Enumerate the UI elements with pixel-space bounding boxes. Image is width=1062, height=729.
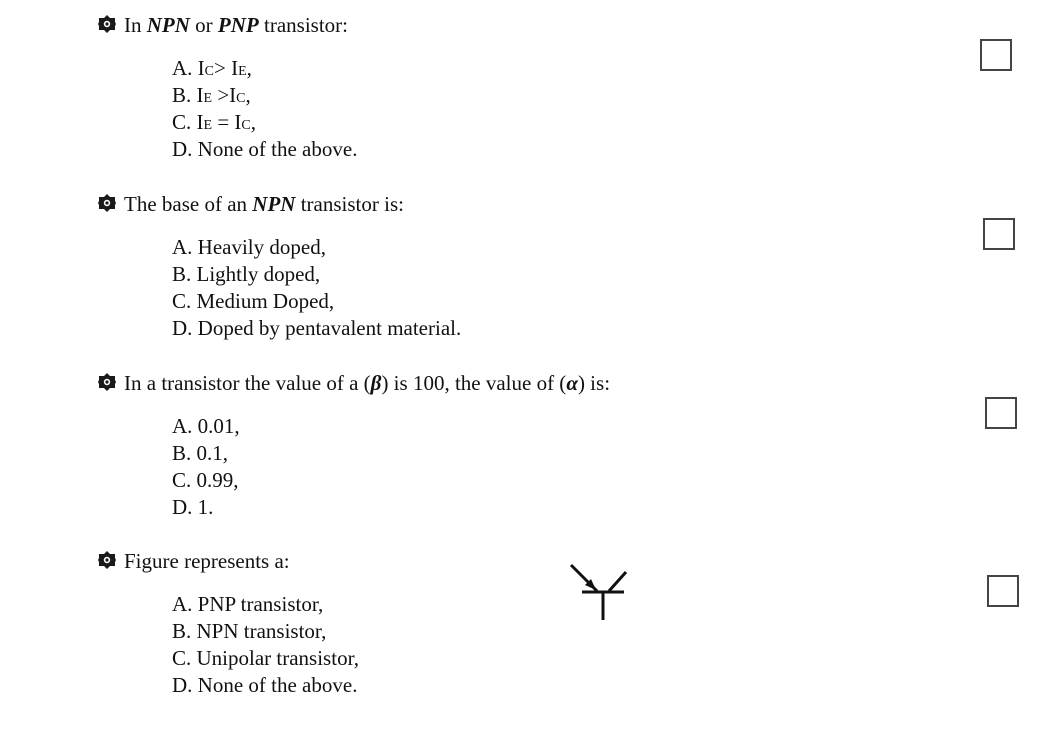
question-2 [98,192,1038,340]
answer-checkbox-3[interactable] [985,397,1017,429]
option-d: D. Doped by pentavalent material. [172,316,462,340]
question-1 [98,13,1038,161]
question-4-text [124,549,290,573]
transistor-symbol-icon [566,560,630,624]
option-c: C. 0.99, [172,468,239,492]
option-subscript: C [241,118,251,133]
option-c: C. Unipolar transistor, [172,646,359,670]
option-text: , [245,83,251,107]
option-text: A. I [172,56,205,80]
answer-checkbox-4[interactable] [987,575,1019,607]
option-text: > I [214,56,239,80]
option-a: A. PNP transistor, [172,592,324,616]
option-subscript: E [203,91,213,106]
option-d: D. None of the above. [172,137,358,161]
stem-text-part: The base of an [124,192,253,216]
stem-text-part: In a transistor the value of a ( [124,371,371,395]
stem-text-part: transistor: [258,13,348,37]
stem-text-part: transistor is: [295,192,404,216]
stem-emphasis: α [566,371,578,395]
option-text: C. I [172,110,204,134]
option-text: , [250,110,256,134]
question-1-text [124,13,348,37]
question-2-stem [98,192,1038,216]
flower-bullet-icon [98,551,116,569]
stem-emphasis: NPN [252,192,296,216]
option-subscript: E [238,64,247,79]
option-text: B. I [172,83,204,107]
stem-emphasis: NPN [146,13,190,37]
question-2-options [172,234,461,342]
option-subscript: C [204,64,215,79]
option-d: D. None of the above. [172,673,358,697]
flower-bullet-icon [98,373,116,391]
stem-emphasis: β [370,371,382,395]
transistor-collector-lead [609,572,626,591]
question-4-options [172,591,359,699]
stem-emphasis: PNP [217,13,259,37]
stem-text-part: Figure represents a: [124,549,290,573]
option-subscript: C [236,91,246,106]
question-1-stem [98,13,1038,37]
question-3-options [172,413,240,521]
stem-text-part: ) is 100, the value of ( [381,371,567,395]
option-c: C. Medium Doped, [172,289,335,313]
option-b: B. NPN transistor, [172,619,327,643]
stem-text-part: In [124,13,147,37]
option-d: D. 1. [172,495,214,519]
option-text: = I [212,110,242,134]
option-text: , [246,56,252,80]
option-b: B. Lightly doped, [172,262,321,286]
option-a: A. Heavily doped, [172,235,326,259]
question-3-text [124,371,610,395]
option-b [172,82,357,109]
answer-checkbox-2[interactable] [983,218,1015,250]
answer-checkbox-1[interactable] [980,39,1012,71]
question-3 [98,371,1038,519]
flower-bullet-icon [98,15,116,33]
question-2-text [124,192,404,216]
question-3-stem [98,371,1038,395]
stem-text-part: ) is: [577,371,611,395]
option-subscript: E [203,118,213,133]
option-a [172,55,357,82]
stem-text-part: or [189,13,218,37]
option-c [172,109,357,136]
option-b: B. 0.1, [172,441,229,465]
option-text: >I [212,83,237,107]
question-1-options [172,55,357,163]
option-a: A. 0.01, [172,414,240,438]
flower-bullet-icon [98,194,116,212]
